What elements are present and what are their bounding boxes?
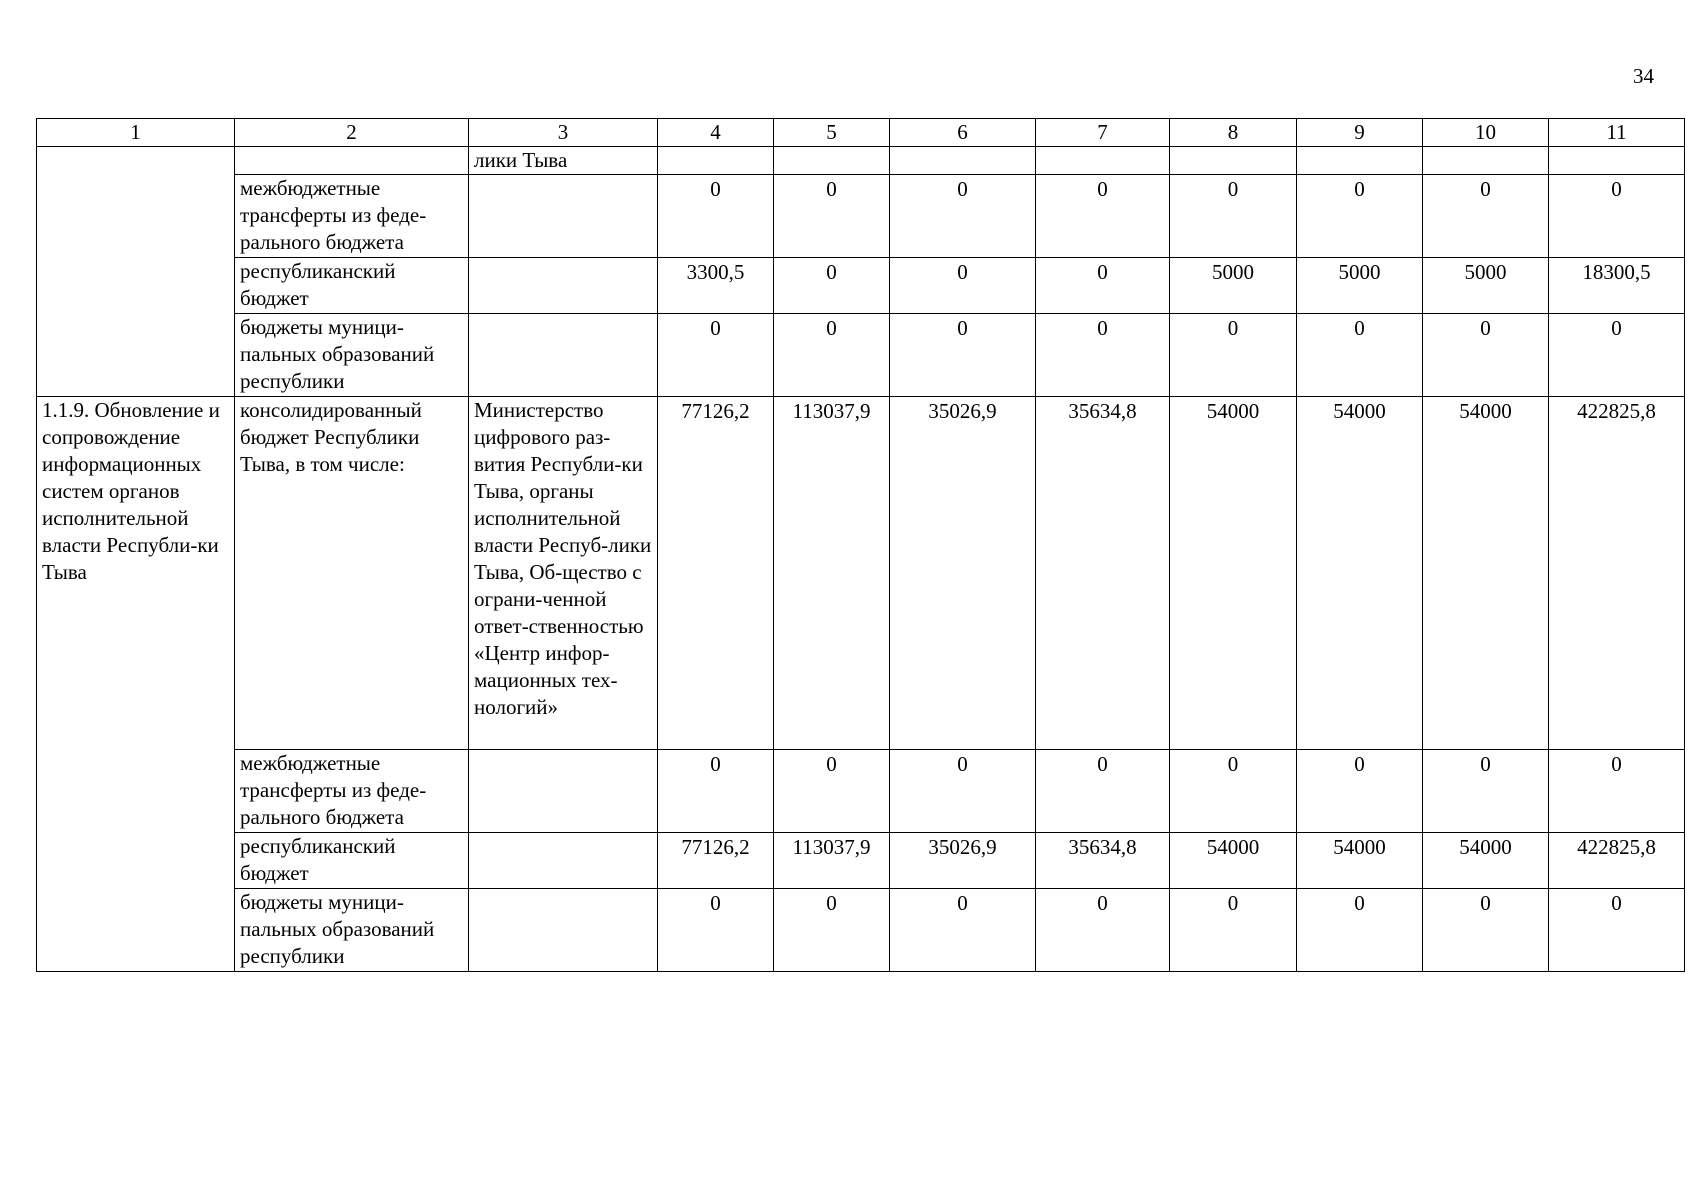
column-header: 9	[1297, 119, 1423, 147]
executor-cell: Министерство цифрового раз-вития Республи-ки Тыва, органы исполнительной власти Респуб-лики Тыва, Об-щество с ограни-ченной ответ-ственностью «Центр инфор-мационных тех-нологий»	[469, 397, 658, 750]
value-cell: 0	[1297, 175, 1423, 258]
empty-cell	[37, 147, 235, 397]
value-cell: 0	[890, 175, 1036, 258]
value-cell: 0	[774, 750, 890, 833]
value-cell: 0	[890, 889, 1036, 972]
value-cell: 77126,2	[658, 833, 774, 889]
table-row	[37, 314, 1685, 397]
value-cell: 0	[1036, 314, 1170, 397]
value-cell: 0	[890, 750, 1036, 833]
value-cell: 0	[890, 314, 1036, 397]
empty-cell	[235, 147, 469, 175]
value-cell: 54000	[1297, 397, 1423, 750]
value-cell: 54000	[1423, 833, 1549, 889]
value-cell: 113037,9	[774, 833, 890, 889]
empty-cell	[469, 314, 658, 397]
value-cell: 5000	[1170, 258, 1297, 314]
column-header: 10	[1423, 119, 1549, 147]
funding-source-label: межбюджетные трансферты из феде-рального бюджета	[235, 175, 469, 258]
column-header: 1	[37, 119, 235, 147]
value-cell: 0	[1297, 889, 1423, 972]
table-row	[37, 258, 1685, 314]
value-cell: 0	[774, 889, 890, 972]
empty-cell	[469, 750, 658, 833]
funding-source-label: консолидированный бюджет Республики Тыва, в том числе:	[235, 397, 469, 750]
value-cell: 0	[1170, 750, 1297, 833]
budget-table	[36, 118, 1685, 972]
value-cell: 35634,8	[1036, 397, 1170, 750]
table-row	[37, 833, 1685, 889]
column-header: 8	[1170, 119, 1297, 147]
table-row	[37, 147, 1685, 175]
value-cell: 0	[1297, 314, 1423, 397]
executor-continuation: лики Тыва	[469, 147, 658, 175]
funding-source-label: республиканский бюджет	[235, 833, 469, 889]
column-header: 7	[1036, 119, 1170, 147]
value-cell: 0	[890, 258, 1036, 314]
value-cell: 0	[1423, 175, 1549, 258]
empty-cell	[469, 889, 658, 972]
value-cell: 0	[1549, 889, 1685, 972]
value-cell: 54000	[1297, 833, 1423, 889]
funding-source-label: бюджеты муници-пальных образований республики	[235, 314, 469, 397]
value-cell: 0	[1549, 314, 1685, 397]
value-cell: 0	[1549, 750, 1685, 833]
funding-source-label: бюджеты муници-пальных образований республики	[235, 889, 469, 972]
value-cell: 35026,9	[890, 397, 1036, 750]
value-cell: 0	[774, 175, 890, 258]
empty-cell	[469, 175, 658, 258]
value-cell: 422825,8	[1549, 833, 1685, 889]
column-header: 2	[235, 119, 469, 147]
value-cell: 0	[1549, 175, 1685, 258]
table-row	[37, 750, 1685, 833]
value-cell: 0	[1170, 889, 1297, 972]
value-cell: 0	[658, 314, 774, 397]
column-header: 4	[658, 119, 774, 147]
value-cell: 18300,5	[1549, 258, 1685, 314]
value-cell: 0	[1036, 889, 1170, 972]
value-cell: 0	[1036, 258, 1170, 314]
value-cell: 3300,5	[658, 258, 774, 314]
value-cell: 0	[1423, 750, 1549, 833]
value-cell: 5000	[1297, 258, 1423, 314]
column-header: 6	[890, 119, 1036, 147]
value-cell: 54000	[1423, 397, 1549, 750]
value-cell: 0	[658, 175, 774, 258]
empty-cell	[469, 833, 658, 889]
value-cell: 422825,8	[1549, 397, 1685, 750]
value-cell: 0	[658, 750, 774, 833]
value-cell: 0	[1423, 889, 1549, 972]
value-cell: 0	[1170, 175, 1297, 258]
column-header: 3	[469, 119, 658, 147]
value-cell: 113037,9	[774, 397, 890, 750]
value-cell: 5000	[1423, 258, 1549, 314]
value-cell: 0	[1170, 314, 1297, 397]
empty-cell	[469, 258, 658, 314]
page-number: 34	[1633, 64, 1654, 88]
item-title: 1.1.9. Обновление и сопровождение информационных систем органов исполнительной власти Республи-ки Тыва	[37, 397, 235, 972]
table-row	[37, 175, 1685, 258]
funding-source-label: республиканский бюджет	[235, 258, 469, 314]
value-cell: 35634,8	[1036, 833, 1170, 889]
value-cell: 54000	[1170, 397, 1297, 750]
table-row	[37, 397, 1685, 750]
value-cell: 0	[774, 314, 890, 397]
column-number-row	[37, 119, 1685, 147]
value-cell: 0	[774, 258, 890, 314]
funding-source-label: межбюджетные трансферты из феде-рального бюджета	[235, 750, 469, 833]
column-header: 5	[774, 119, 890, 147]
value-cell: 54000	[1170, 833, 1297, 889]
value-cell: 0	[1423, 314, 1549, 397]
value-cell: 0	[1036, 175, 1170, 258]
value-cell: 35026,9	[890, 833, 1036, 889]
value-cell: 0	[1297, 750, 1423, 833]
column-header: 11	[1549, 119, 1685, 147]
table-row	[37, 889, 1685, 972]
value-cell: 77126,2	[658, 397, 774, 750]
value-cell: 0	[658, 889, 774, 972]
value-cell: 0	[1036, 750, 1170, 833]
